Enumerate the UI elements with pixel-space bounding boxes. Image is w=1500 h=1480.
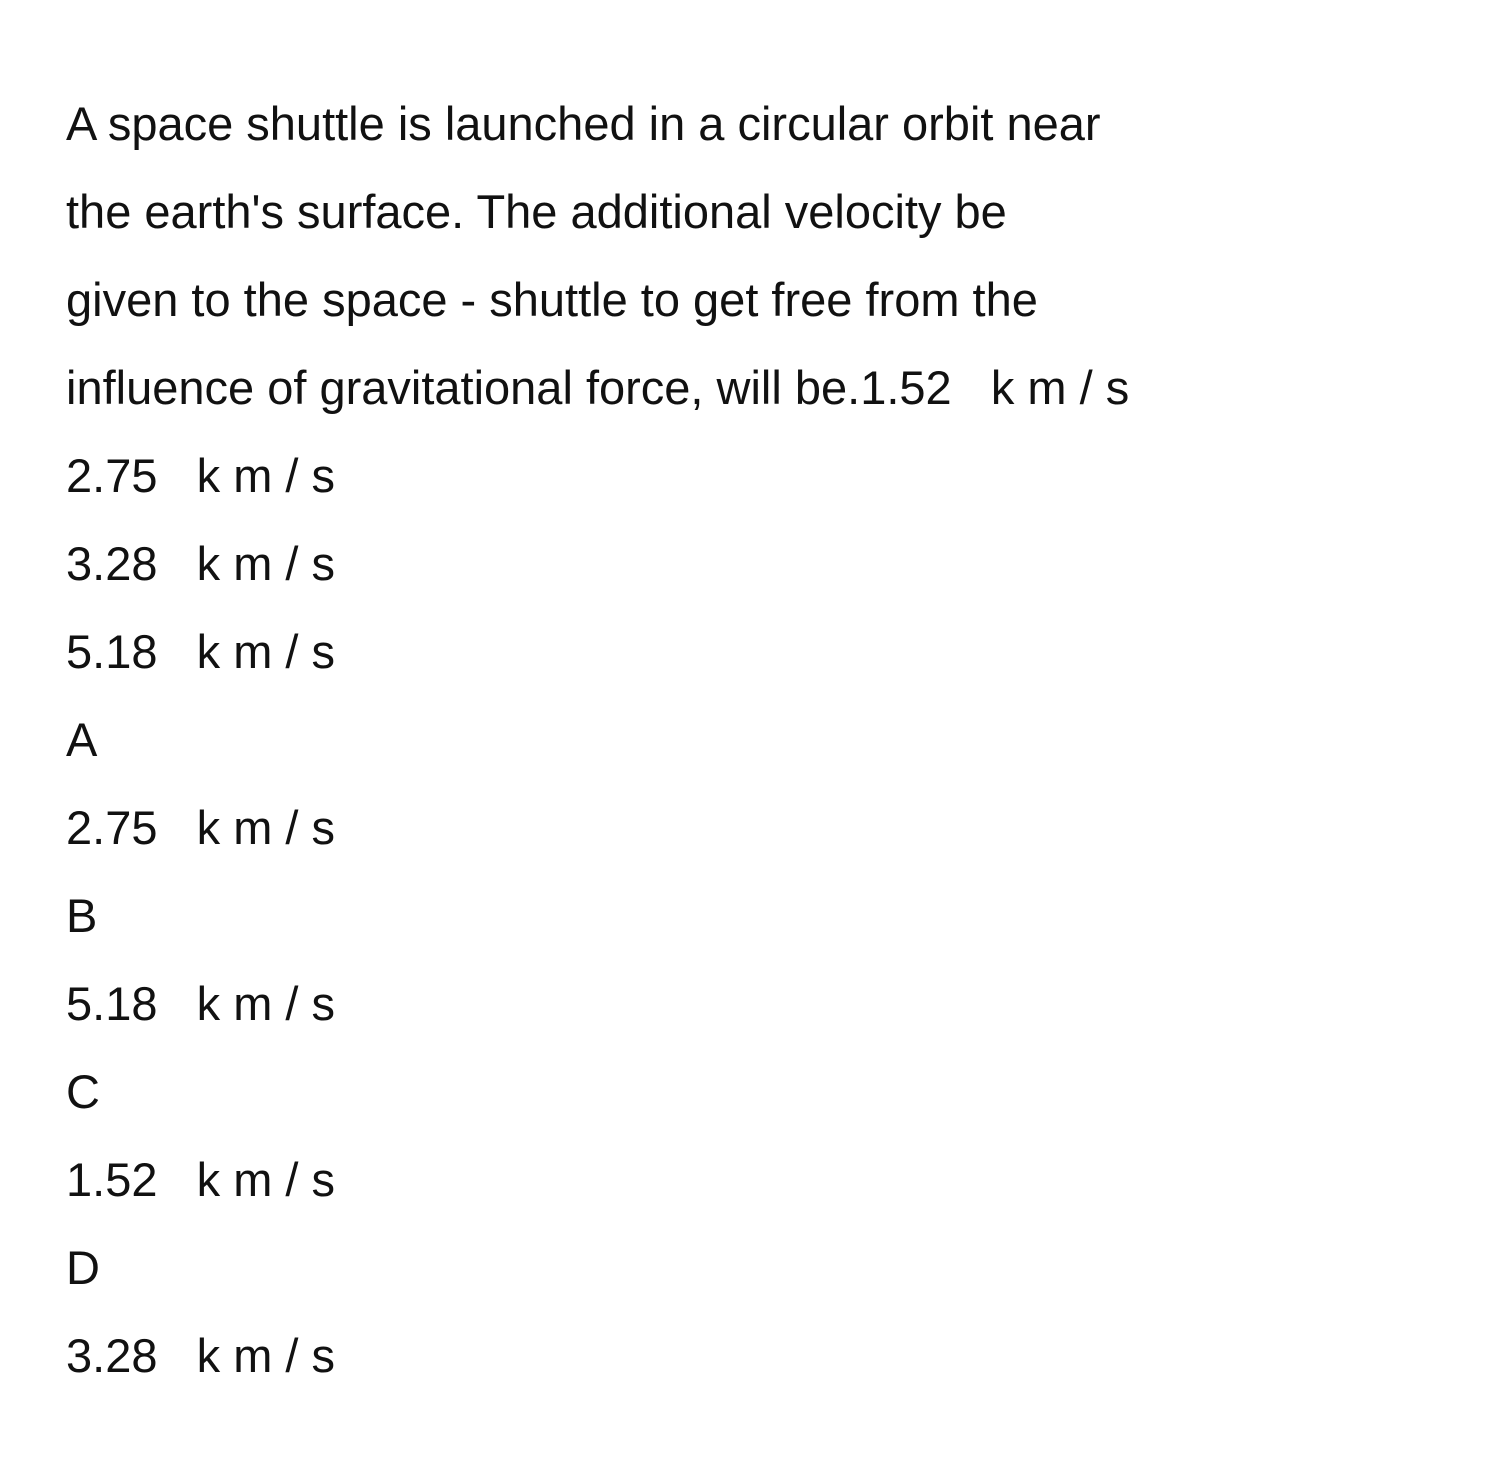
question-line: the earth's surface. The additional velocity be — [66, 185, 1007, 238]
choice-letter: D — [66, 1241, 100, 1294]
choice-d[interactable] — [66, 1224, 1466, 1400]
question-text — [66, 80, 1466, 432]
question-document — [66, 80, 1466, 1400]
question-line: A space shuttle is launched in a circular orbit near — [66, 97, 1101, 150]
choice-a[interactable] — [66, 696, 1466, 872]
listed-option: 2.75 k m / s — [66, 449, 336, 502]
choice-text: 3.28 k m / s — [66, 1329, 336, 1382]
listed-option: 5.18 k m / s — [66, 625, 336, 678]
question-line: influence of gravitational force, will be.1.52 k m / s — [66, 361, 1130, 414]
listed-options — [66, 432, 1466, 696]
choice-text: 2.75 k m / s — [66, 801, 336, 854]
choice-c[interactable] — [66, 1048, 1466, 1224]
choice-letter: C — [66, 1065, 100, 1118]
question-line: given to the space - shuttle to get free from the — [66, 273, 1038, 326]
choice-letter: B — [66, 889, 98, 942]
choice-b[interactable] — [66, 872, 1466, 1048]
choice-letter: A — [66, 713, 98, 766]
choice-text: 5.18 k m / s — [66, 977, 336, 1030]
choice-text: 1.52 k m / s — [66, 1153, 336, 1206]
answer-choices — [66, 696, 1466, 1400]
listed-option: 3.28 k m / s — [66, 537, 336, 590]
